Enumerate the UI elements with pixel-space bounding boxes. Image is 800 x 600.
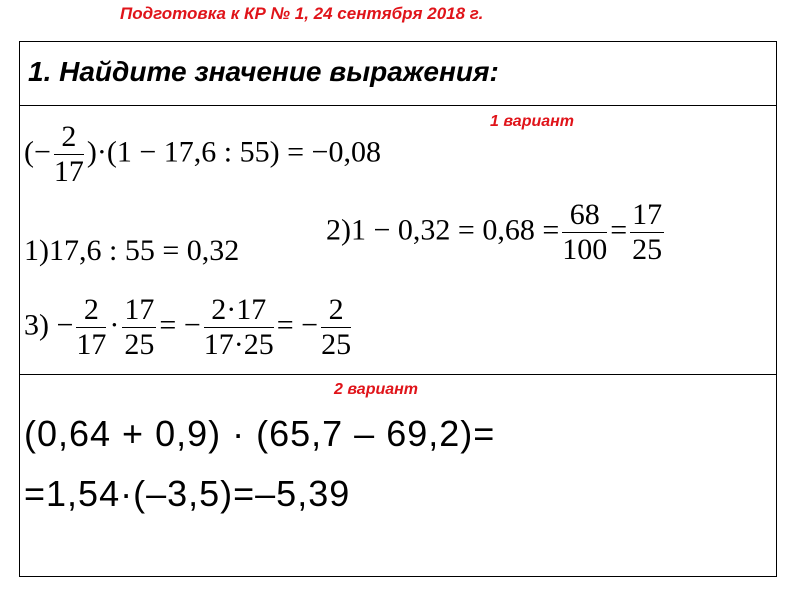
step1: 1)17,6 : 55 = 0,32 xyxy=(24,234,240,267)
variant2-line2: =1,54·(–3,5)=–5,39 xyxy=(24,473,351,514)
fraction-denominator: 25 xyxy=(124,328,155,361)
task-table xyxy=(19,41,777,577)
fraction-numerator: 68 xyxy=(562,198,607,233)
variant2-label: 2 вариант xyxy=(334,381,419,398)
step3 xyxy=(24,293,354,362)
fraction-denominator: 17·25 xyxy=(203,328,274,361)
fraction xyxy=(204,293,274,362)
fraction-denominator: 17 xyxy=(76,328,107,361)
fraction-numerator: 17 xyxy=(632,198,663,231)
fraction-denominator: 25 xyxy=(632,233,663,266)
header-title: Подготовка к КР № 1, 24 сентября 2018 г. xyxy=(120,4,484,23)
step2 xyxy=(326,198,667,267)
multiply-dot: · xyxy=(109,308,120,342)
step3-prefix: 3) − xyxy=(24,308,74,342)
equals-minus: = − xyxy=(276,308,319,342)
variant1-expression xyxy=(24,120,381,189)
variant2-row xyxy=(20,375,776,576)
expr-open: (− xyxy=(24,135,51,169)
fraction-numerator: 17 xyxy=(124,293,155,326)
fraction-numerator: 2·17 xyxy=(204,293,274,328)
fraction xyxy=(54,120,84,189)
fraction-numerator: 2 xyxy=(76,293,106,328)
task-title: 1. Найдите значение выражения: xyxy=(28,56,499,87)
fraction-numerator: 2 xyxy=(321,293,351,328)
variant1-row xyxy=(20,106,776,375)
expr-rest: )·(1 − 17,6 : 55) = −0,08 xyxy=(86,135,381,169)
equals-sign: = xyxy=(610,213,628,247)
fraction xyxy=(76,293,106,362)
variant1-label: 1 вариант xyxy=(490,113,575,130)
fraction-numerator: 2 xyxy=(54,120,84,155)
task-row xyxy=(20,42,776,106)
variant2-line1: (0,64 + 0,9) · (65,7 – 69,2)= xyxy=(24,413,496,454)
fraction xyxy=(630,198,664,267)
fraction xyxy=(321,293,351,362)
fraction xyxy=(122,293,156,362)
step2-text: 2)1 − 0,32 = 0,68 = xyxy=(326,213,560,247)
fraction-denominator: 100 xyxy=(562,233,608,266)
fraction-denominator: 25 xyxy=(321,328,352,361)
fraction xyxy=(562,198,607,267)
fraction-denominator: 17 xyxy=(53,155,84,188)
equals-minus: = − xyxy=(159,308,201,342)
